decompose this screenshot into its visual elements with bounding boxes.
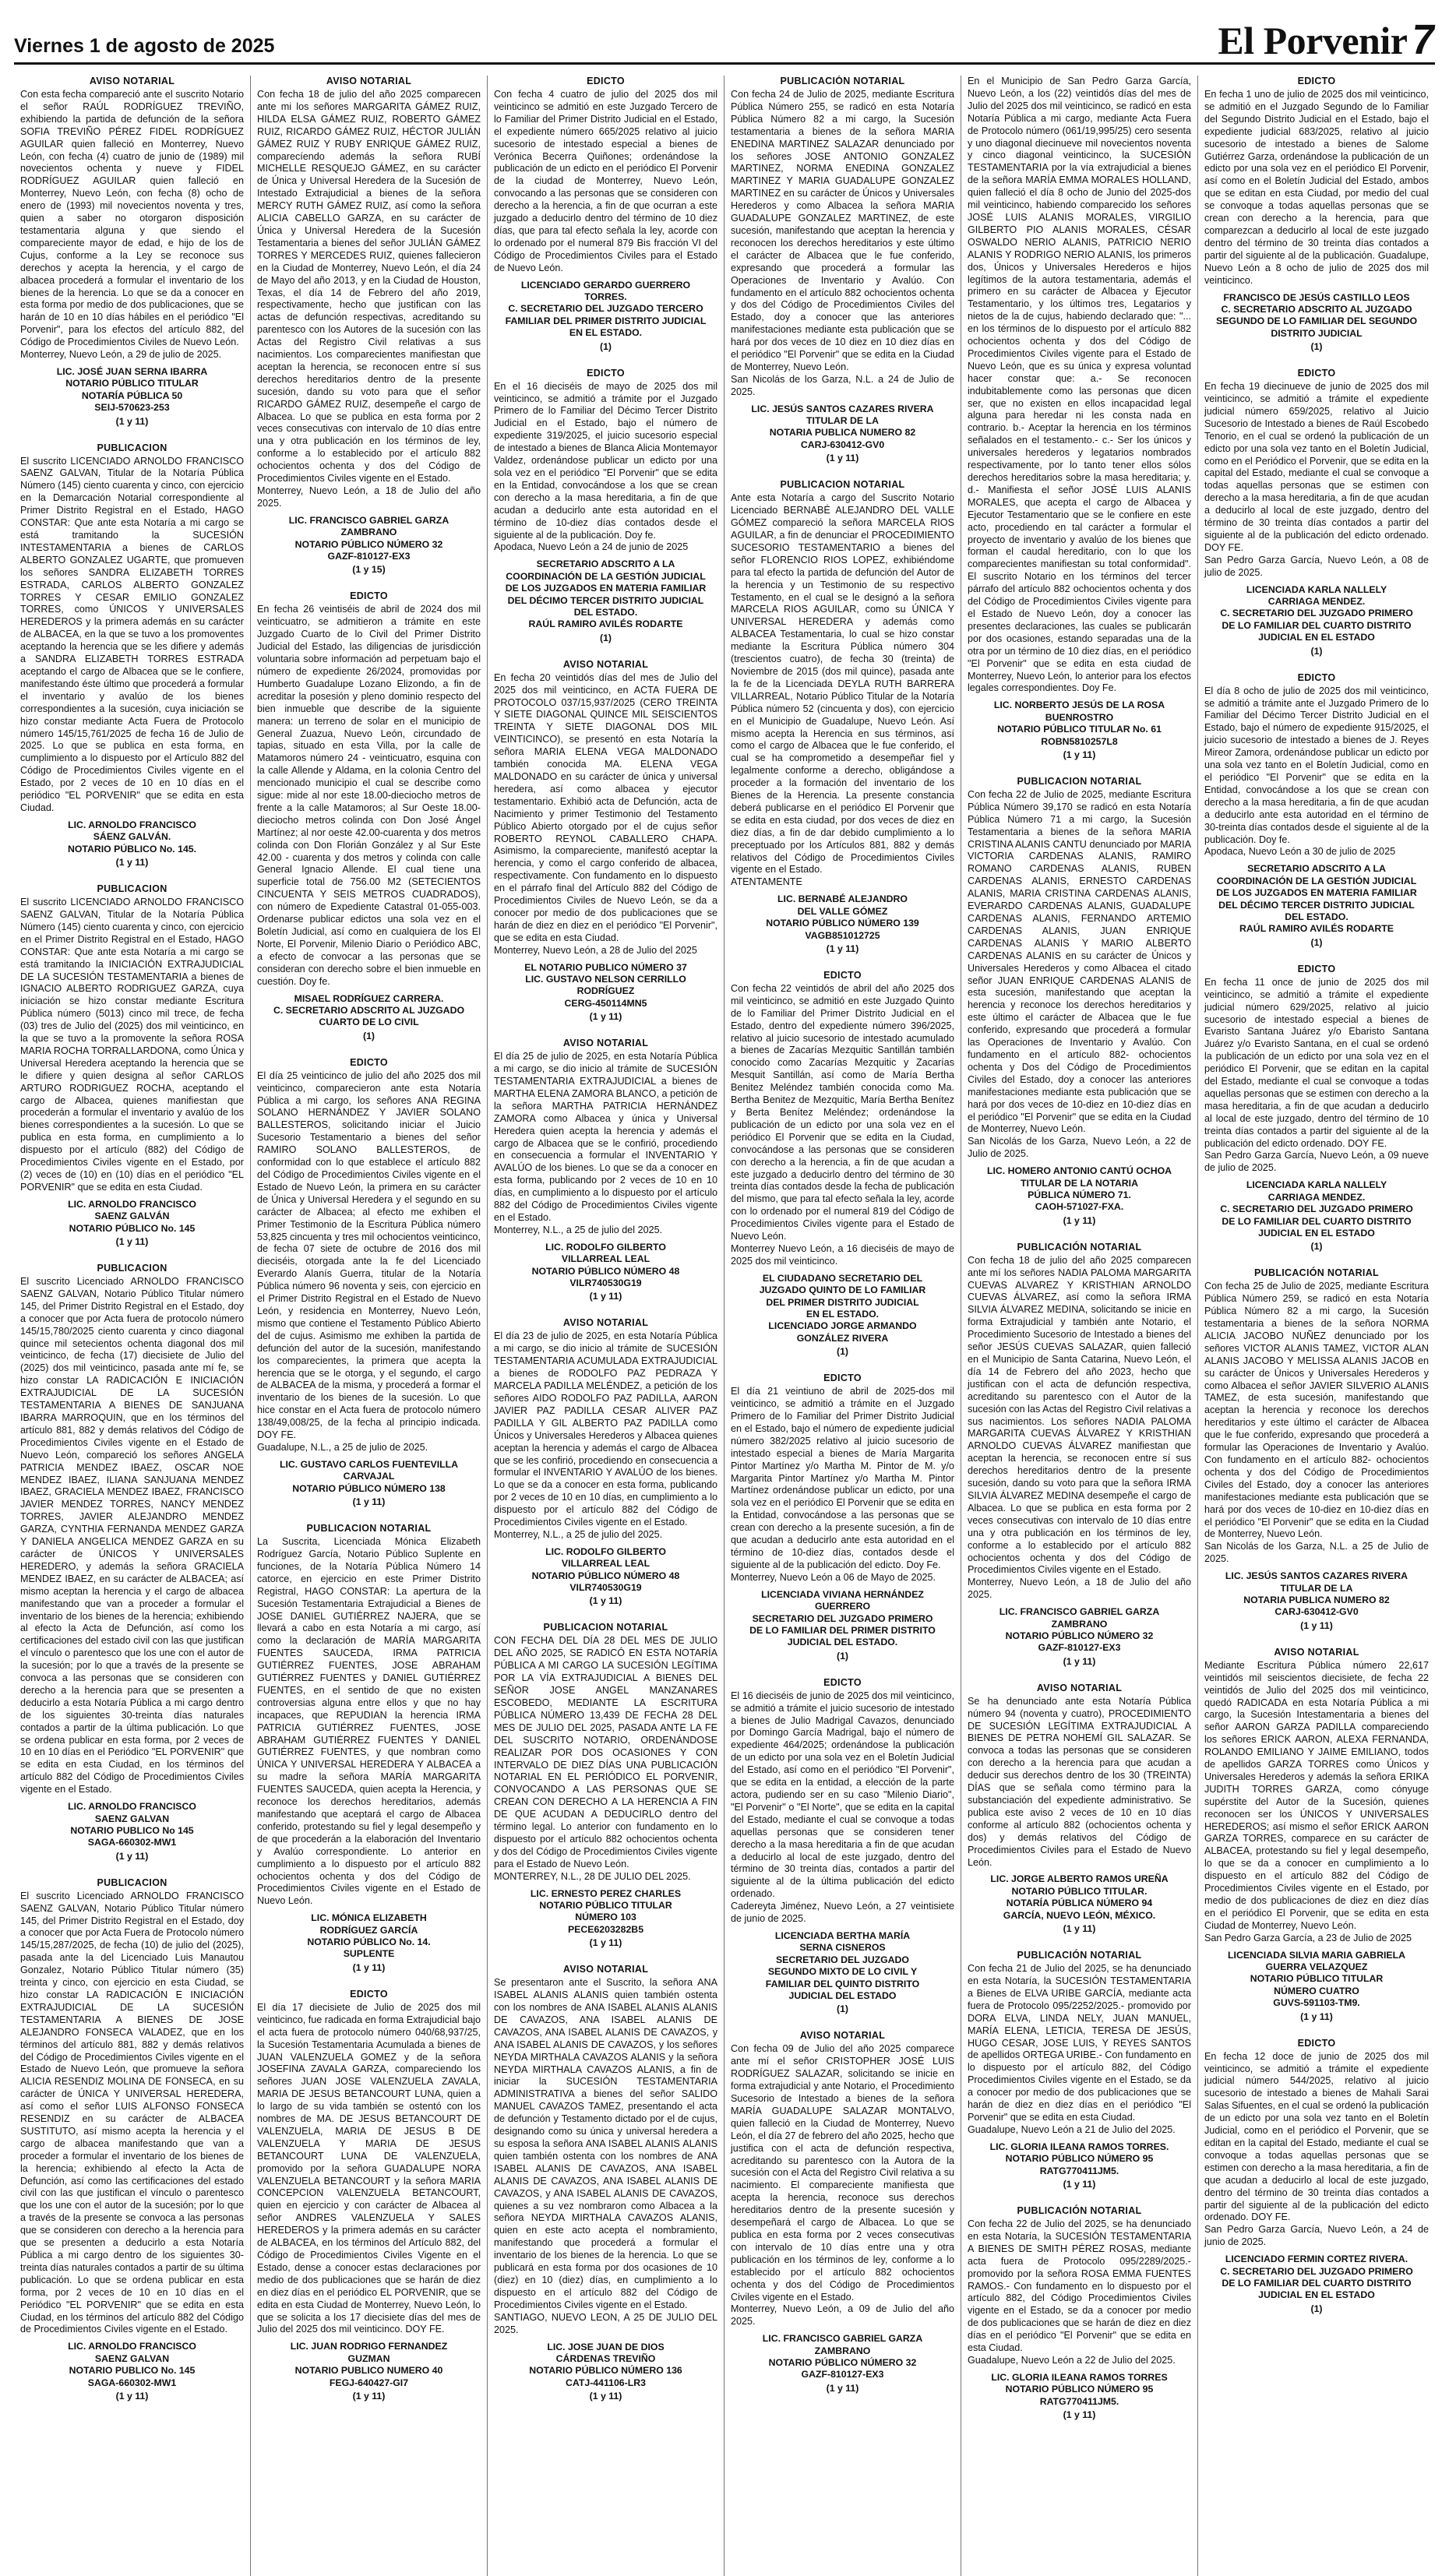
notice-publication-count: (1) [836,1650,849,1662]
notice-publication-count: (1) [836,1346,849,1358]
notice-body: En fecha 1 uno de julio de 2025 dos mil veinticinco, se admitió en el Juzgado Segundo de lo Familiar del Segundo Distrito Judicial en el Estado, bajo el expediente judicial 683/2025, relativo al juicio sucesorio de intestado a bienes de Salome Gutiérrez Garza, ordenándose la publicación de un edicto por una sola vez en el periódico El Porvenir, así como en el Boletín Judicial del Estado, ambos que se editan en esta Ciudad, por medio del cual se convoque a todas aquellas personas que se crean con derecho a la herencia, para que comparezcan a deducirlo al local de este juzgado dentro del término de 30 treinta días contados a partir del siguiente al de la publicación. Guadalupe, Nuevo León a 8 ocho de julio de 2025 dos mil veinticinco. [1204,89,1429,286]
notice-signature: LIC. JESÚS SANTOS CAZARES RIVERA TITULAR DE LA NOTARIA PUBLICA NUMERO 82 CARJ-630412-GV0 [1225,1570,1408,1618]
notice-body: Con fecha 18 de julio del año 2025 comparecen ante mi los señores MARGARITA GÁMEZ RUIZ, HILDA ELSA GÁMEZ RUIZ, ROBERTO GÁMEZ RUIZ, RICARDO GÁMEZ RUIZ, HÉCTOR JULIÁN GÁMEZ RUIZ Y RUBY ENRIQUE GÁMEZ RUIZ, comparecíendo además la señora RUBÍ MICHELLE RESQUEJO GÁMEZ, en su carácter de Única y Universal Heredera de la Sucesión de Intestado Extrajudicial a bienes de la señora MERCY RUTH GÁMEZ RUIZ, así como la señora ALICIA CABELLO GARZA, en su carácter de Única y Universal Heredera de la Sucesión Testamentaria a bienes del señor JULIÁN GÁMEZ TORRES Y MERCEDES RUIZ, quienes fallecieron en la Ciudad de Monterrey, Nuevo León, el día 24 de Mayo del año 2013, y en la Ciudad de Houston, Texas, el día 14 de Febrero del año 2019, respectivamente, hecho que justifican con las actas de defunción respectivas, acreditando su parentesco con los Autores de la sucesión con las Actas del Registro Civil relativas a sus nacimientos. Los comparecientes manifiestan que aceptan la herencia, se reconocen entre sí sus derechos hereditarios dentro de la presente sucesión, dando su voto para que el señor RICARDO GÁMEZ RUIZ, desempeñe el cargo de Albacea. Lo que se publica en esta forma por 2 veces consecutivas con intervalo de 10 días entre una y otra publicación en los términos de ley, conforme a lo establecido por el artículo 882 ochocientos ochenta y dos del Código de Procedimientos Civiles vigente en el Estado. Monterrey, Nuevo León, a 18 de Julio del año 2025. [257,89,481,509]
logo-text: El Porvenir [1218,19,1408,62]
notice-body: En fecha 19 diecinueve de junio de 2025 dos mil veinticinco, se admitió a trámite el expediente judicial número 659/2025, relativo al Juicio Sucesorio de Intestado a bienes de Raúl Escobedo Tenorio, en el cual se ordenó la publicación de un edicto por una sola vez tanto en el Boletín Judicial, como en el Periódico el Porvenir, que se edita en la capital del Estado, mediante el cual se convoque a todas aquellas personas que se estimen con derecho a la masa hereditaria, a fin de que acudan a deducirlo al local de este juzgado, dentro del término de 30 treinta días contados a partir del siguiente al de la publicación del edicto ordenado. DOY FE. San Pedro Garza García, Nuevo León, a 08 de julio de 2025. [1204,381,1429,578]
notice-publication-count: (1 y 11) [1063,1655,1096,1667]
notice-publication-count: (1 y 11) [826,2382,859,2394]
legal-notice [1204,964,1429,1253]
legal-notice [257,1989,481,2402]
notice-publication-count: (1 y 11) [826,453,859,464]
notice-signature: EL NOTARIO PUBLICO NÚMERO 37 LIC. GUSTAVO NELSON CERRILLO RODRÍGUEZ CERG-450114MN5 [524,961,687,1009]
logo-number: 7 [1408,16,1439,63]
legal-notice [494,659,717,1022]
notice-publication-count: (1 y 11) [589,1011,622,1023]
notice-publication-count: (1) [836,2003,849,2015]
notice-title: AVISO NOTARIAL [562,658,649,670]
notice-title: PUBLICACIÓN NOTARIAL [1254,1267,1379,1279]
notice-title: EDICTO [1297,368,1336,379]
legal-notice [20,76,244,427]
legal-notice [1204,368,1429,657]
notice-title: PUBLICACIÓN NOTARIAL [780,76,905,86]
notice-publication-count: (1 y 11) [1300,1619,1333,1631]
column-5 [961,76,1198,2576]
notice-signature: LIC. GUSTAVO CARLOS FUENTEVILLA CARVAJAL NOTARIO PÚBLICO NÚMERO 138 [279,1458,459,1494]
notice-body: Con fecha 4 cuatro de julio del 2025 dos mil veinticinco se admitió en este Juzgado Tercero de lo Familiar del Primer Distrito Judicial en el Estado, el expediente número 665/2025 relativo al juicio sucesorio de intestado especial a bienes de Verónica Becerra Quiñones; ordenándose la publicación de un edicto en el periódico El Porvenir de la ciudad de Monterrey, Nuevo León, convocando a las personas que se consideren con derecho a la herencia, a fin de que ocurran a este juzgado a deducirlo dentro del término de 10 diez días, que para tal efecto señala la ley, acorde con lo ordenado por el numeral 879 Bis fracción VI del Código de Procedimientos Civiles para el Estado de Nuevo León. [494,89,717,273]
notice-signature: LIC. FRANCISCO GABRIEL GARZA ZAMBRANO NOTARIO PÚBLICO NÚMERO 32 GAZF-810127-EX3 [762,2333,923,2380]
notice-title: AVISO NOTARIAL [1274,1646,1359,1658]
notice-signature: LIC. MÓNICA ELIZABETH RODRÍGUEZ GARCÍA NOTARIO PÚBLICO No. 14. SUPLENTE [307,1912,431,1960]
notice-signature: LIC. HOMERO ANTONIO CANTÚ OCHOA TITULAR DE LA NOTARIA PÚBLICA NÚMERO 71. CAOH-571027-FXA. [986,1165,1172,1213]
notice-body: En fecha 12 doce de junio de 2025 dos mil veinticinco, se admitió a trámite el expediente judicial número 544/2025, relativo al juicio sucesorio de intestado a bienes de Mahali Sarai Salas Sifuentes, en el cual se ordenó la publicación de un edicto por una sola vez tanto en el Boletín Judicial, como en el periódico el Porvenir, que se editan en la capital del Estado, mediante el cual se convoque a todas aquellas personas que se estimen con derecho a la masa hereditaria, a fin de que acudan a deducirlo al local de este juzgado, dentro del término de 30 treinta días contados a partir del siguiente al de la publicación del edicto ordenado. DOY FE. San Pedro Garza García, Nuevo León, a 24 de junio de 2025. [1204,2050,1429,2248]
notice-title: PUBLICACION NOTARIAL [1017,775,1142,787]
legal-notice [20,442,244,869]
notice-title: PUBLICACION NOTARIAL [306,1523,432,1535]
notice-signature: LICENCIADO FERMIN CORTEZ RIVERA. C. SECRETARIO DEL JUZGADO PRIMERO DE LO FAMILIAR DEL CUARTO DISTRITO JUDICIAL EN EL ESTADO [1220,2254,1413,2301]
notice-title: AVISO NOTARIAL [562,1038,649,1049]
notice-publication-count: (1 y 11) [115,415,149,427]
notice-body: Con fecha 25 de Julio de 2025, mediante Escritura Pública Número 259, se radicó en esta Notaría Pública Número 82 a mi cargo, la Sucesión testamentaria a bienes de la señora NORMA ALICIA JACOBO NUÑEZ denunciado por los señores VICTOR ALANIS TAMEZ, VICTOR ALAN ALANIS JACOBO Y MELISSA ALANIS JACOB en su carácter de Únicos y Universales Herederos y como Albacea el señor JAVIER SILVERIO ALANIS TAMEZ, de esta sucesión, manifestando que aceptan la herencia y reconoce los derechos hereditarios y este último el carácter de Albacea que le fue conferido, expresando que procederá a formular las Operaciones de Inventario y Avalúo. Con fundamento en el artículo 882- ochocientos ochenta y dos del Código de Procedimientos Civiles del Estado, doy a conocer las anteriores manifestaciones mediante esta publicación que se hará por dos veces de 10-diez en 10-diez días en el periódico "El Porvenir" que se edita en la Ciudad de Monterrey, Nuevo León. San Nicolás de los Garza, N.L. a 25 de Julio de 2025. [1204,1281,1429,1565]
notice-publication-count: (1 y 11) [1063,1214,1096,1226]
notice-title: EDICTO [350,590,388,602]
notice-title: PUBLICACIÓN NOTARIAL [1017,1241,1142,1253]
legal-notice [731,76,954,463]
notice-body: El día 17 diecisiete de Julio de 2025 dos mil veinticinco, fue radicada en forma Extrajudicial bajo el acta fuera de protocolo número 040/68,937/25, la Sucesión Testamentaria Acumulada a bienes de JUAN VALENZUELA GOMEZ y de la señora JOSEFINA ZAVALA GARZA, compareciendo los señores JUAN JOSE VALENZUELA ZAVALA, MARIA DE JESUS BETANCOURT LUNA, quien a lo largo de su vida también se ostentó con los nombres de MA. DE JESUS BETANCOURT DE VALENZUELA, MARIA DE JESUS B DE VALENZUELA Y MARIA DE JESUS BETANCOURT LUNA DE VALENZUELA, promovido por la señora GUADALUPE NORA VALENZUELA BETANCOURT y la señora MARIA CONCEPCION VALENZUELA BETANCOURT, quien en ejercicio y con carácter de Albacea al señor ANDRES VALENZUELA Y SALES HEREDEROS y la primera además en su carácter de ALBACEA, en los términos del Artículo 882, del Código de Procedimientos Civiles Vigente en el Estado, dense a conocer estas declaraciones por medio de dos publicaciones que se harán de diez en diez días en el periódico EL PORVENIR, que se edita en esta Ciudad de Monterrey, Nuevo León, lo que se solicita a los 17 diecisiete días del mes de Julio del 2025 dos mil veinticinco. DOY FE. [257,2001,481,2335]
notice-title: AVISO NOTARIAL [562,1317,649,1329]
notices-columns [14,76,1435,2576]
notice-body: Mediante Escritura Pública número 22,617 veintidós mil seiscientos diecisiete, de fecha 22 veintidós de Julio del 2025 dos mil veinticinco, quedó RADICADA en esta Notaría Pública a mi cargo, la Sucesión Intestamentaria a bienes del señor AARON GARZA PADILLA compareciendo los señores ERICK AARON, ALEXA FERNANDA, ROLANDO EMILIANO Y JAIME EMILIANO, todos de apellidos GARZA TORRES como Únicos y Universales Herederos y además la señora ERIKA JUDITH TORRES GARZA, como cónyuge supérstite del Autor de la Sucesión, quienes reconocen ser los ÚNICOS Y UNIVERSALES HEREDEROS; así mismo el señor ERICK AARON GARZA TORRES, comparece en su carácter de ALBACEA, protestando su fiel y legal desempeño, lo que se da a conocer en cumplimiento a lo dispuesto en el artículo 882 del Código de Procedimientos Civiles vigente en el Estado, por medio de dos publicaciones de diez en diez días en el periódico El Porvenir, que se edita en esta Ciudad de Monterrey, Nuevo León. San Pedro Garza García, a 23 de Julio de 2025 [1204,1659,1429,1943]
notice-publication-count: (1 y 11) [826,943,859,954]
legal-notice [731,1677,954,2015]
notice-signature: LIC. BERNABÉ ALEJANDRO DEL VALLE GÓMEZ NOTARIO PÚBLICO NÚMERO 139 VAGB851012725 [766,893,919,941]
notice-title: PUBLICACIÓN NOTARIAL [1017,1950,1142,1961]
notice-signature: LIC. JOSÉ JUAN SERNA IBARRA NOTARIO PÚBLICO TITULAR NOTARÍA PÚBLICA 50 SEIJ-570623-253 [56,365,208,414]
notice-signature: LICENCIADA KARLA NALLELY CARRIAGA MENDEZ. C. SECRETARIO DEL JUZGADO PRIMERO DE LO FAMILIAR DEL CUARTO DISTRITO JUDICIAL EN EL ESTADO [1220,1179,1413,1239]
column-1 [14,76,251,2576]
notice-publication-count: (1) [1310,2303,1323,2314]
notice-title: PUBLICACION [97,883,167,895]
notice-title: PUBLICACION NOTARIAL [780,479,905,491]
notice-body: Con fecha 18 de julio del año 2025 comparecen ante mí los señores NADIA PALOMA MARGARITA CUEVAS ALVAREZ Y KRISTHIAN ARNOLDO CUEVAS ÁLVAREZ, así como la señora IRMA SILVIA ÁLVAREZ MEDINA, solicitando se inicie en forma Extrajudicial y también ante Notario, el Procedimiento Sucesorio de Intestado a bienes del señor JESÚS CUEVAS SALAZAR, quien falleció en el Municipio de Santa Catarina, Nuevo León, el día 14 de Febrero del año 2023, hecho que justifican con el acta de defunción respectiva, acreditando su parentesco con el Autor de la sucesión con las Actas del Registro Civil relativas a sus nacimientos. Los señores NADIA PALOMA MARGARITA CUEVAS ÁLVAREZ Y KRISTHIAN ARNOLDO CUEVAS ÁLVAREZ manifiestan que aceptan la herencia, se reconocen entre sí sus derechos hereditarios dentro de la presente sucesión, dando su voto para que la señora IRMA SILVIA ÁLVAREZ MEDINA desempeñe el cargo de Albacea. Lo que se publica en esta forma por 2 veces consecutivas con intervalo de 10 días entre una y otra publicación en los términos de ley, conforme a lo establecido por el artículo 882 ochocientos ochenta y dos del Código de Procedimientos Civiles vigente en el Estado. Monterrey, Nuevo León, a 18 de Julio del año 2025. [968,1254,1191,1601]
legal-notice [968,1242,1191,1667]
notice-signature: LICENCIADA VIVIANA HERNÁNDEZ GUERRERO SECRETARIO DEL JUZGADO PRIMERO DE LO FAMILIAR DEL PRIMER DISTRITO JUDICIAL DEL ESTADO. [749,1588,936,1648]
notice-body: En el 16 dieciséis de mayo de 2025 dos mil veinticinco, se admitió a trámite por el Juzgado Primero de lo Familiar del Décimo Tercer Distrito Judicial en el Estado, bajo el número de expediente 319/2025, el juicio sucesorio especial de intestado a bienes de Blanca Alicia Montemayor Valdez, ordenándose publicar un edicto por una sola vez en el periódico "El Porvenir" que se edita en la Entidad, convocándose a los que se crean con derecho a la masa hereditaria, a fin de que acudan a deducirlo ante esta autoridad en el término de 10-diez días contados desde el siguiente al de la publicación. Doy fe. Apodaca, Nuevo León a 24 de junio de 2025 [494,380,717,553]
notice-publication-count: (1 y 11) [1063,2409,1096,2421]
notice-body: Con fecha 24 de Julio de 2025, mediante Escritura Pública Número 255, se radicó en esta Notaría Pública Número 82 a mi cargo, la Sucesión testamentaria a bienes de la señora MARIA ENEDINA MARTINEZ SALAZAR denunciado por los señores JOSE ANTONIO GONZALEZ MARTINEZ, NORMA ENEDINA GONZALEZ MARTINEZ Y MARIA GUADALUPE GONZALEZ MARTINEZ en su carácter de Únicos y Universales Herederos y como Albacea la señora MARIA GUADALUPE GONZALEZ MARTINEZ, de este sucesión, manifestando que aceptan la herencia y reconocen los derechos hereditarios y este último el carácter de Albacea que le fue conferido, expresando que procederá a formular las Operaciones de Inventario y Avalúo. Con fundamento en el artículo 882 ochocientos ochenta y dos del Código de Procedimientos Civiles del Estado, doy a conocer que las anteriores manifestaciones mediante esta publicación que se hará por dos veces de 10 diez en 10 diez días en el periódico "El Porvenir" que se edita en la Ciudad de Monterrey, Nuevo León. San Nicolás de los Garza, N.L. a 24 de Julio de 2025. [731,89,954,397]
notice-body: En fecha 11 once de junio de 2025 dos mil veinticinco, se admitió a trámite el expediente judicial número 629/2025, relativo al juicio sucesorio de intestado especial a bienes de Evaristo Santana Juárez y/o Ebaristo Santana Juárez y/o Evaristo Santana, en el cual se ordenó la publicación de un edicto por una sola vez en el periódico El Porvenir, que se editan en la capital del Estado, mediante el cual se convoque a todas aquellas personas que se estimen con derecho a la masa hereditaria, a fin de que acudan a deducirlo al local de este juzgado, dentro del término de 10 treinta días contados a partir del siguiente al de la publicación del edicto ordenado. DOY FE. San Pedro Garza García, Nuevo León, a 09 nueve de julio de 2025. [1204,976,1429,1174]
notice-body: El día 21 veintiuno de abril de 2025-dos mil veinticinco, se admitió a trámite en el Juzgado Primero de lo Familiar del Primer Distrito Judicial en el Estado, bajo el número de expediente judicial número 382/2025 relativo al juicio sucesorio de intestado especial a bienes de María Margarita Pintor Martínez y/o Martha M. Pintor de M. y/o Margarita Pintor Martínez y/o Martha M. Pintor Martínez ordenándose publicar un edicto, por una sola vez en el periódico El Porvenir que se edita en la Entidad, convocándose a las personas que se crean con derecho a la presente sucesión, a fin de que acudan a deducirlo ante esta autoridad en el término de 10-diez días, contados desde el siguiente al de la publicación del edicto. Doy Fe. Monterrey, Nuevo León a 06 de Mayo de 2025. [731,1386,954,1583]
notice-signature: LIC. JORGE ALBERTO RAMOS UREÑA NOTARIO PÚBLICO TITULAR. NOTARÍA PÚBLICA NÚMERO 94 GARCÍA, NUEVO LEÓN, MÉXICO. [990,1873,1169,1921]
notice-body: El suscrito LICENCIADO ARNOLDO FRANCISCO SAENZ GALVAN, Titular de la Notaría Pública Número (145) ciento cuarenta y cinco, con ejercicio en la Demarcación Notarial correspondiente al Primer Distrito Registral en el Estado, HAGO CONSTAR: Que ante esta Notaría a mi cargo se está tramitando la SUCESIÓN INTESTAMENTARIA a bienes de CARLOS ALBERTO GONZALEZ UGARTE, que promueven los señores SANDRA ELIZABETH TORRES ESTRADA, CARLOS ALBERTO GONZALEZ TORRES Y CESAR EMILIO GONZALEZ TORRES, como ÚNICOS Y UNIVERSALES HEREDEROS y la primera además en su carácter de ALBACEA, en la que se tuvo a los promoventes aceptando la herencia que se les difiere y además a SANDRA ELIZABETH TORRES ESTRADA aceptando el cargo de Albacea que se le confiere, manifestando éste último que procederá a formular el inventario y avalúo de los bienes correspondientes a la sucesión, cuya iniciación se hizo constar mediante Acta Fuera de Protocolo número 145/15,761/2025 de fecha 16 de Julio de 2025. Lo que se publica en esta forma, en cumplimiento a lo dispuesto por el Artículo 882 del Código de Procedimientos Civiles vigente en el Estado, por 2 veces de 10 en 10 días en el periódico "EL PORVENIR" que se edita en esta Ciudad. [20,455,244,813]
notice-publication-count: (1 y 11) [115,857,149,869]
notice-signature: LIC. JESÚS SANTOS CAZARES RIVERA TITULAR DE LA NOTARIA PUBLICA NUMERO 82 CARJ-630412-GV0 [751,403,934,450]
notice-body: Se presentaron ante el Suscrito, la señora ANA ISABEL ALANIS ALANIS quien también ostenta con los nombres de ANA ISABEL ALANIS ALANIS DE CAVAZOS, ANA ISABEL ALANIS DE CAVAZOS, ANA ISABEL ALANIS DE CAVAZOS, y ANA ISABEL ALANIS DE CAVAZOS, y los señores NEYDA MIRTHALA CAVAZOS ALANIS y la señora NEYDA MIRTHALA CAVAZOS ALANIS, a fin de iniciar la SUCESIÓN TESTAMENTARIA ADMINISTRATIVA a bienes del señor SALIDO MANUEL CAVAZOS TAMEZ, presentando el acta de defunción y Testamento dictado por el de cujus, designando como su única y universal heredera a su esposa la señora ANA ISABEL ALANIS ALANIS quien también ostenta con los nombres de ANA ISABEL ALANIS DE CAVAZOS, ANA ISABEL ALANIS DE CAVAZOS, ANA ISABEL ALANIS DE CAVAZOS, y ANA ISABEL ALANIS DE CAVAZOS, quienes a su vez nombraron como Albacea a la señora NEYDA MIRTHALA CAVAZOS ALANIS, quien en este acto acepta el nombramiento, manifestando que procederá a formular el inventario de los bienes de la herencia. Lo que se publicará en esta forma por dos ocasiones de 10 (diez) en 10 (diez) días, en cumplimiento a lo dispuesto en el artículo 882 del Código de Procedimientos Civiles vigente en el Estado. SANTIAGO, NUEVO LEON, A 25 DE JULIO DEL 2025. [494,1977,717,2335]
notice-body: El suscrito LICENCIADO ARNOLDO FRANCISCO SAENZ GALVAN, Titular de la Notaría Pública Número (145) ciento cuarenta y cinco, con ejercicio en el Primer Distrito Registral en el Estado, HAGO CONSTAR: Que ante esta Notaría a mi cargo se está tramitando la INICIACIÓN EXTRAJUDICIAL DE LA SUCESIÓN TESTAMENTARIA a bienes de IGNACIO ALBERTO RODRIGUEZ GARZA, cuya iniciación se hizo constar mediante Escritura Pública número (5013) cinco mil trece, de fecha (03) tres de Julio del (2025) dos mil veinticinco, en la que se tuvo a la promovente la señora ROSA MARIA ROCHA TORRALLARDONA, como Única y Universal Heredera aceptando la herencia que se le difiere y quien designa al señor CARLOS ARTURO RODRIGUEZ ROCHA, aceptando el cargo de Albacea, quienes manifiestan que procederán a formular el inventario y avalúo de los bienes correspondientes a la sucesión. Lo que se publica en esta forma, en cumplimiento a lo dispuesto por el artículo (882) del Código de Procedimientos Civiles vigente en el Estado, por (2) veces de (10) en (10) días en el periódico "EL PORVENIR" que se edita en esta Ciudad. [20,897,244,1193]
notice-publication-count: (1 y 11) [589,1595,622,1607]
notice-publication-count: (1 y 15) [352,564,386,576]
notice-signature: LIC. JUAN RODRIGO FERNANDEZ GUZMAN NOTARIO PUBLICO NUMERO 40 FEGJ-640427-GI7 [290,2341,448,2388]
legal-notice [494,368,717,643]
notice-title: PUBLICACION [97,1876,167,1888]
column-3 [488,76,724,2576]
notice-title: EDICTO [823,1676,862,1688]
notice-body: El 16 dieciséis de junio de 2025 dos mil veinticinco, se admitió a trámite el juicio sucesorio de intestado a bienes de Julio Madrigal Cavazos, denunciado por Domingo García Madrigal, bajo el número de expediente 464/2025; ordenándose la publicación de un edicto por una sola vez en el Boletín Judicial del Estado, así como en el periódico "El Porvenir", que se edita en la entidad, a elección de la parte actora, pudiendo ser en su caso "Milenio Diario", "El Porvenir" o "El Norte", que se edita en la capital del Estado, mediante el cual se convoque a todas aquellas personas que se consideren tener derecho a la masa hereditaria a fin de que acudan a deducirlo al local de este juzgado, dentro del término de 30 treinta días, contados a partir del siguiente al de la última publicación del edicto ordenado. Cadereyta Jiménez, Nuevo León, a 27 veintisiete de junio de 2025. [731,1690,954,1925]
notice-title: PUBLICACION NOTARIAL [543,1622,668,1633]
legal-notice [257,1057,481,1507]
legal-notice [1204,1647,1429,2022]
notice-publication-count: (1) [1310,936,1323,948]
notice-publication-count: (1 y 11) [1300,2010,1333,2022]
notice-signature: LIC. ARNOLDO FRANCISCO SÁENZ GALVÁN. NOTARIO PÚBLICO No. 145. [67,819,197,855]
notice-publication-count: (1 y 11) [589,1291,622,1302]
legal-notice [494,1622,717,1948]
notice-publication-count: (1 y 11) [115,2390,149,2402]
newspaper-logo [1218,16,1439,63]
notice-body: Con fecha 21 de Julio del 2025, se ha denunciado en esta Notaría, la SUCESIÓN TESTAMENTARIA a Bienes de ELVA URIBE GARCÍA, mediante acta fuera de Protocolo 095/2252/2025.- promovido por DORA ELVA, LINDA NELY, JUAN MANUEL, MARÍA ELENA, LETICIA, TERESA DE JESÚS, HUGO CESAR, JOSE LUIS, Y REYES SANTOS de apellidos ORTEGA URIBE.- Con fundamento en lo dispuesto por el artículo 882, del Código Procedimientos Civiles vigente en el Estado, se da a conocer por medio de dos publicaciones que se harán de diez en diez días en el periódico "El Porvenir" que se edita en esta Ciudad. Guadalupe, Nuevo León a 21 de Julio del 2025. [968,1963,1191,2135]
notice-title: EDICTO [587,367,625,379]
legal-notice [1204,672,1429,948]
notice-body: CON FECHA DEL DÍA 28 DEL MES DE JULIO DEL AÑO 2025, SE RADICÓ EN ESTA NOTARÍA PÚBLICA A MI CARGO LA SUCESIÓN LEGÍTIMA POR LA VÍA EXTRAJUDICIAL A BIENES DEL SEÑOR JOSE ANGEL MANZANARES ESCOBEDO, MEDIANTE LA ESCRITURA PÚBLICA NÚMERO 13,439 DE FECHA 28 DEL MES DE JULIO DEL 2025, PASADA ANTE LA FE DEL SUSCRITO NOTARIO, ORDENÁNDOSE REALIZAR POR DOS OCASIONES Y CON INTERVALO DE DIEZ DÍAS UNA PUBLICACIÓN NOTARIAL EN EL PERIÓDICO EL PORVENIR, CONVOCANDO A LAS PERSONAS QUE SE CREAN CON DERECHO A LA HERENCIA A FIN DE QUE ACUDAN A DEDUCIRLO dentro del término legal. Lo anterior con fundamento en lo dispuesto por el artículo 882 ochocientos ochenta y dos del Código de Procedimientos Civiles vigente para el Estado de Nuevo León. MONTERREY, N.L., 28 DE JULIO DEL 2025. [494,1635,717,1882]
notice-title: EDICTO [350,1988,388,2000]
notice-signature: LIC. RODOLFO GILBERTO VILLARREAL LEAL NOTARIO PÚBLICO NÚMERO 48 VILR740530G19 [531,1545,680,1594]
notice-signature: LIC. ERNESTO PEREZ CHARLES NOTARIO PÚBLICO TITULAR NÚMERO 103 PECE6203282B5 [530,1887,682,1935]
notice-body: Con fecha 09 de Julio del año 2025 comparece ante mí el señor CRISTOPHER JOSÉ LUIS RODRÍGUEZ SALAZAR, solicitando se inicie en forma extrajudicial y ante Notario, el Procedimiento Sucesorio de Intestado a bienes de la señora MARÍA GUADALUPE SALAZAR MONTALVO, quien falleció en la Ciudad de Monterrey, Nuevo León, el día 27 de febrero del año 2025, hecho que justifica con el acta de defunción respectiva, acreditando su parentesco con la Autora de la sucesión con el Acta del Registro Civil relativa a su nacimiento. El compareciente manifiesta que acepta la herencia, reconoce sus derechos hereditarios dentro de la presente sucesión y desempeñará el cargo de Albacea. Lo que se publica en esta forma por 2 veces consecutivas con intervalo de 10 días entre una y otra publicación en los términos de ley, conforme a lo establecido por el artículo 882 ochocientos ochenta y dos del Código de Procedimientos Civiles vigente en el Estado. Monterrey, Nuevo León, a 09 de Julio del año 2025. [731,2043,954,2328]
legal-notice [968,776,1191,1226]
notice-signature: SECRETARIO ADSCRITO A LA COORDINACIÓN DE LA GESTIÓN JUDICIAL DE LOS JUZGADOS EN MATERIA FAMILIAR DEL DÉCIMO TERCER DISTRITO JUDICIAL DEL ESTADO. RAÚL RAMIRO AVILÉS RODARTE [505,559,707,630]
notice-signature: EL CIUDADANO SECRETARIO DEL JUZGADO QUINTO DE LO FAMILIAR DEL PRIMER DISTRITO JUDICIAL EN EL ESTADO. LICENCIADO JORGE ARMANDO GONZÁLEZ RIVERA [759,1272,926,1344]
legal-notice [20,883,244,1247]
notice-title: PUBLICACIÓN NOTARIAL [1017,2204,1142,2216]
column-2 [251,76,488,2576]
notice-signature: LIC. RODOLFO GILBERTO VILLARREAL LEAL NOTARIO PÚBLICO NÚMERO 48 VILR740530G19 [531,1241,680,1289]
notice-publication-count: (1 y 11) [589,1937,622,1949]
notice-title: PUBLICACION [97,1263,167,1274]
legal-notice [731,1373,954,1662]
legal-notice [1204,1267,1429,1630]
notice-title: EDICTO [1297,76,1336,86]
notice-publication-count: (1 y 11) [1063,2178,1096,2190]
notice-signature: FRANCISCO DE JESÚS CASTILLO LEOS C. SECRETARIO ADSCRITO AL JUZGADO SEGUNDO DE LO FAMILIAR DEL SEGUNDO DISTRITO JUDICIAL [1215,291,1418,339]
notice-title: EDICTO [587,76,625,86]
notice-title: AVISO NOTARIAL [562,1964,649,1975]
legal-notice [1204,76,1429,352]
notice-body: Se ha denunciado ante esta Notaría Pública número 94 (noventa y cuatro), PROCEDIMIENTO DE SUCESIÓN LEGÍTIMA EXTRAJUDICIAL A BIENES DE PETRA NOHEMÍ GIL SALAZAR. Se convoca a todas las personas que se consideren con derecho a la herencia para que acudan a deducir sus derechos dentro de los 30 (TREINTA) DÍAS que se señala como término para la substanciación del expediente administrativo. Se publica este aviso 2 veces de 10 en 10 días conforme al artículo 882 (ochocientos ochenta y dos) y demás relativos del Código de Procedimientos Civiles para el Estado de Nuevo León. [968,1695,1191,1868]
legal-notice [257,1523,481,1973]
notice-body: Con fecha 22 de Julio del 2025, se ha denunciado en esta Notaría, la SUCESIÓN TESTAMENTARIA A BIENES DE SMITH PÉREZ ROSAS, mediante acta fuera de Protocolo 095/2289/2025.- promovido por la señora ROSA EMMA FUENTES RAMOS.- Con fundamento en lo dispuesto por el artículo 882, del Código Procedimientos Civiles vigente en el Estado, se da a conocer por medio de dos publicaciones que se harán de diez en diez días en el periódico "El Porvenir" que se edita en esta Ciudad. Guadalupe, Nuevo León a 22 de Julio del 2025. [968,2218,1191,2366]
legal-notice [20,1263,244,1862]
notice-publication-count: (1 y 11) [115,1236,149,1248]
notice-signature: LIC. JOSE JUAN DE DIOS CÁRDENAS TREVIÑO NOTARIO PÚBLICO NÚMERO 136 CATJ-441106-LR3 [529,2341,682,2388]
notice-signature: LIC. FRANCISCO GABRIEL GARZA ZAMBRANO NOTARIO PÚBLICO NÚMERO 32 GAZF-810127-EX3 [999,1606,1160,1654]
notice-body: La Suscrita, Licenciada Mónica Elizabeth Rodríguez García, Notario Público Suplente en funciones, de la Notaría Pública Número 14 catorce, en ejercicio en este Primer Distrito Registral, HAGO CONSTAR: La apertura de la Sucesión Testamentaria Extrajudicial a Bienes de JOSE DANIEL GUTIÉRREZ NAJERA, que se llevará a cabo en esta Notaría a mi cargo, así como la declaración de MARÍA MARGARITA FUENTES SAUCEDA, IRMA PATRICIA GUTIÉRREZ FUENTES, JOSE ABRAHAM GUTIÉRREZ FUENTES y DANIEL GUTIÉRREZ FUENTES, en el sentido de que no existen controversias alguna entre ellos y que no hay incapaces, que REPUDIAN la herencia IRMA PATRICIA GUTIÉRREZ FUENTES, JOSE ABRAHAM GUTIÉRREZ FUENTES Y DANIEL GUTIÉRREZ FUENTES, y que nombran como ÚNICA Y UNIVERSAL HEREDERA Y ALBACEA a su madre la señora MARÍA MARGARITA FUENTES SAUCEDA, quien acepta la Herencia, y reconoce los derechos hereditarios, además manifestando que aceptará el cargo de Albacea conferido, protestando su fiel y legal desempeño y de que procederán a la elaboración del Inventario y Avalúo correspondiente. Lo anterior en cumplimiento a lo dispuesto por el artículo 882 ochocientos ochenta y dos del Código de Procedimientos Civiles vigente en el Estado de Nuevo León. [257,1536,481,1907]
legal-notice [968,76,1191,760]
notice-signature: LIC. NORBERTO JESÚS DE LA ROSA BUENROSTRO NOTARIO PÚBLICO TITULAR No. 61 ROBN5810257L8 [993,700,1165,747]
notice-title: AVISO NOTARIAL [799,2030,886,2042]
legal-notice [494,1038,717,1302]
legal-notice [968,1950,1191,2190]
notice-signature: SECRETARIO ADSCRITO A LA COORDINACIÓN DE LA GESTIÓN JUDICIAL DE LOS JUZGADOS EN MATERIA FAMILIAR DEL DÉCIMO TERCER DISTRITO JUDICIAL DEL ESTADO. RAÚL RAMIRO AVILÉS RODARTE [1216,863,1417,935]
column-4 [724,76,961,2576]
legal-notice [494,1317,717,1606]
notice-body: Ante esta Notaría a cargo del Suscrito Notario Licenciado BERNABÉ ALEJANDRO DEL VALLE GÓMEZ compareció la señora MARCELA RIOS AGUILAR, a fin de denunciar el PROCEDIMIENTO SUCESORIO TESTAMENTARIO a bienes del señor FLORENCIO RIOS LOPEZ, exhibiéndome para tal efecto la partida de defunción del Autor de la herencia y un Testimonio de su respectivo Testamento, en el cual se le designó a la señora MARCELA RIOS AGUILAR, como su ÚNICA Y UNIVERSAL HEREDERA y además como ALBACEA Testamentaria, lo cual se hizo constar mediante la Escritura Pública número 304 (trescientos cuatro), de fecha 30 (treinta) de Noviembre de 2015 (dos mil quince), pasada ante la fe de la Licenciada DEYLA RUTH BARRERA VILLARREAL, Notario Público Titular de la Notaría Pública número 52 (cincuenta y dos), con ejercicio en el Municipio de Guadalupe, Nuevo León. Así mismo acepta la Herencia en sus términos, así como el cargo de Albacea que le fue conferido, el cual se ha comprometido a desempeñar fiel y legalmente conforme a derecho, obligándose a proceder a la formación del inventario de los Bienes de la Herencia. La presente constancia deberá publicarse en el periódico El Porvenir que se edita en esta ciudad, por dos veces de diez en diez días, a fin de dar debido cumplimiento a lo preceptuado por los Artículos 881, 882 y demás relativos del Código de Procedimientos Civiles vigente en el Estado. ATENTAMENTE [731,492,954,888]
notice-signature: LICENCIADO GERARDO GUERRERO TORRES. C. SECRETARIO DEL JUZGADO TERCERO FAMILIAR DEL PRIMER DISTRITO JUDICIAL EN EL ESTADO. [505,279,707,339]
notice-body: Con fecha 22 de Julio de 2025, mediante Escritura Pública Número 39,170 se radicó en esta Notaría Pública Número 71 a mi cargo, la Sucesión Testamentaria a bienes de la señora MARIA CRISTINA ALANIS CANTU denunciado por MARIA VICTORIA CARDENAS ALANIS, RAMIRO ROMANO CARDENAS ALANIS, RUBEN CARDENAS ALANIS, ERNESTO CARDENAS ALANIS, MARIA CRISTINA CARDENAS ALANIS, EVERARDO CARDENAS ALANIS, GUADALUPE CARDENAS ALANIS, FERNANDO ARTEMIO CARDENAS ALANIS, JUAN ENRIQUE CARDENAS ALANIS Y MARIO ALBERTO CARDENAS ALANIS en su carácter de Únicos y Universales Herederos y como Albacea el citado señor JUAN ENRIQUE CARDENAS ALANIS de esta sucesión, manifestando que aceptan la herencia y reconoce los derechos hereditarios y este último el carácter de Albacea que le fue conferido, expresando que procederá a formular las Operaciones de Inventario y Avalúo. Con fundamento en el artículo 882- ochocientos ochenta y Dos del Código de Procedimientos Civiles del Estado, doy a conocer las anteriores manifestaciones mediante esta publicación que se hará por dos veces de 10-diez en 10-diez días en el periódico "El Porvenir" que se edita en la Ciudad de Monterrey, Nuevo León. San Nicolás de los Garza, Nuevo León, a 22 de Julio de 2025. [968,788,1191,1160]
notice-title: EDICTO [823,1373,862,1384]
issue-date: Viernes 1 de agosto de 2025 [14,35,275,57]
legal-notice [494,1964,717,2402]
column-6 [1198,76,1435,2576]
legal-notice [968,1683,1191,1934]
legal-notice [968,2205,1191,2420]
notice-publication-count: (1) [1310,341,1323,353]
notice-body: En el Municipio de San Pedro Garza García, Nuevo León, a los (22) veintidós días del mes de Julio del 2025 dos mil veinticinco, se radicó en esta Notaría Pública a mi cargo, mediante Acta Fuera de Protocolo número (061/19,995/25) cero sesenta y uno diagonal diecinueve mil novecientos noventa y cinco diagonal veinticinco, la SUCESIÓN TESTAMENTARIA por la vía extrajudicial a bienes de la señora MARÍA EMMA MORALES HOLLAND, quien falleció el día 8 ocho de Junio del 2025-dos mil veinticinco, habiendo comparecido los señores JOSÉ LUIS ALANIS MORALES, VIRGILIO GILBERTO PIO ALANIS MORALES, CÉSAR OSWALDO NERIO ALANIS, PATRICIO NERIO ALANIS Y RODRIGO NERIO ALANIS, los primeros dos, Únicos y Universales Herederos e hijos legítimos de la autora testamentaria, además el primero en su carácter de Albacea y Ejecutor Testamentario, y los últimos tres, Legatarios y nietos de la de cujus, habiendo declarado que: "... en los términos de lo dispuesto por el artículo 882 ochocientos ochenta y dos del Código de Procedimientos Civiles vigente para el Estado de Nuevo León, que es su única y expresa voluntad hacer constar que: a.- Se reconocen indubitablemente como las personas que dicen ser, que no existen en ellos incapacidad legal alguna para heredar ni les consta nada en contrario. b.- Aceptar la herencia en los términos señalados en el testamento.- c.- Ser los únicos y universales herederos y legatarios nombrados respectivamente, por lo tanto tener ellos sólos derechos hereditarios sobre la masa hereditaria; y. d.- Manifiesta el señor JOSÉ LUIS ALANIS MORALES, que acepta el cargo de Albacea y Ejecutor Testamentario que se le confiere en este acto, procediendo en tal carácter a formular el proyecto de inventario y avalúo de los bienes que forman el caudal hereditario, con lo que los comparecientes manifiestan su total conformidad". El suscrito Notario en los términos del tercer párrafo del artículo 882 ochocientos ochenta y dos del Código de Procedimientos Civiles vigente para el Estado de Nuevo León, doy a conocer las presentes declaraciones, las cuales se publicarán por dos ocasiones, estando separadas una de la otra por un término de 10 diez días, en el periódico "El Porvenir" que se edita en esta ciudad de Monterrey, Nuevo León, lo anterior para los efectos legales correspondientes. Doy Fe. [968,76,1191,694]
notice-publication-count: (1) [1310,645,1323,657]
notice-body: Con esta fecha compareció ante el suscrito Notario el señor RAÚL RODRÍGUEZ TREVIÑO, exhibiendo la partida de defunción de la señora SOFIA TREVIÑO PÉREZ FIDEL RODRÍGUEZ AGUILAR quien falleció en Monterrey, Nuevo León, con fecha (4) cuatro de junio de (1989) mil novecientos ochenta y nueve y FIDEL RODRÍGUEZ AGUILAR quien falleció en Monterrey, Nuevo León, con fecha (8) ocho de enero de (1993) mil novecientos noventa y tres, quien a saber no otorgaron disposición testamentaria alguna y que siendo el compareciente mayor de edad, e hijo de los de Cujus, conforme a la Ley se reconoce sus derechos y acepta la herencia, y el cargo de albacea procederá a formular el inventario de los bienes de la herencia. Lo que se da a conocer en esta forma por medio de dos publicaciones, que se harán de 10 en 10 días hábiles en el periódico "El Porvenir", para los efectos del artículo 882, del Código de Procedimientos Civiles de Nuevo León. Monterrey, Nuevo León, a 29 de julio de 2025. [20,89,244,361]
notice-signature: LIC. ARNOLDO FRANCISCO SAENZ GALVAN NOTARIO PUBLICO No. 145 SAGA-660302-MW1 [68,2341,196,2388]
notice-body: Con fecha 22 veintidós de abril del año 2025 dos mil veinticinco, se admitió en este Juzgado Quinto de lo Familiar del Primer Distrito Judicial en el Estado, dentro del expediente número 396/2025, relativo al juicio sucesorio de intestado acumulado a bienes de Zacarías Mezquitic Santillán también conocido como Zacarías Mezquitic y Zacarías Mesquit Santillán, así como de María Bertha Benitez Meléndez también conocida como Ma. Bertha Benitez de Mezquitic, María Bertha Benítez y Berta Benítez Meléndez; ordenándose la publicación de un edicto por una sola vez en el periódico El Porvenir que se edita en la Ciudad, convocándose a las personas que se consideren con derecho a la herencia, a fin de que acudan a este juzgado a deducirlo dentro del término de 30 treinta días contados desde la fecha de publicación del mismo, que para tal efecto señala la ley, acorde con lo ordenado por el numeral 819 del Código de Procedimientos Civiles vigente para el Estado de Nuevo León. Monterrey Nuevo León, a 16 dieciséis de mayo de 2025 dos mil veinticinco. [731,982,954,1267]
notice-title: AVISO NOTARIAL [326,76,412,86]
notice-publication-count: (1) [599,632,612,643]
notice-body: El día 23 de julio de 2025, en esta Notaría Pública a mi cargo, se dio inicio al trámite de SUCESIÓN TESTAMENTARIA ACUMULADA EXTRAJUDICIAL a bienes de RODOLFO PAZ PEDRAZA Y MARCELA PADILLA MELÉNDEZ, a petición de los señores AIDO RODOLFO PAZ PADILLA, AARON JAVIER PAZ PADILLA CESAR ALIVER PAZ PADILLA Y GIL ALBERTO PAZ PADILLA como Únicos y Universales Herederos y Albacea quienes aceptan la herencia y además el cargo de Albacea que se les confirió, procediendo en consecuencia a formular el INVENTARIO Y AVALÚO de los bienes. Lo que se da a conocer en esta forma, publicando por 2 veces de 10 en 10 días, en cumplimiento a lo dispuesto por el artículo 882 del Código de Procedimientos Civiles vigente en el Estado. Monterrey, N.L., a 25 de julio del 2025. [494,1330,717,1540]
notice-publication-count: (1) [599,340,612,352]
notice-title: PUBLICACION [97,442,167,453]
notice-publication-count: (1) [1310,1241,1323,1253]
notice-signature: LIC. FRANCISCO GABRIEL GARZA ZAMBRANO NOTARIO PÚBLICO NÚMERO 32 GAZF-810127-EX3 [288,514,450,562]
notice-body: El día 25 de julio de 2025, en esta Notaría Pública a mi cargo, se dio inicio al trámite de SUCESIÓN TESTAMENTARIA EXTRAJUDICIAL a bienes de MARTHA ELENA ZAMORA BLANCO, a petición de la señora MARTHA PATRICIA HERNÁNDEZ ZAMORA como Albacea y única y Universal Heredera quien acepta la herencia y además el cargo de Albacea que se le confirió, procediendo en consecuencia a formular el INVENTARIO Y AVALÚO de los bienes. Lo que se da a conocer en esta forma, publicando por 2 veces de 10 en 10 días, en cumplimiento a lo dispuesto por el artículo 882 del Código de Procedimientos Civiles vigente en el Estado. Monterrey, N.L., a 25 de julio del 2025. [494,1051,717,1235]
notice-signature: LICENCIADA SILVIA MARIA GABRIELA GUERRA VELAZQUEZ NOTARIO PÚBLICO TITULAR NÚMERO CUATRO GUVS-591103-TM9. [1228,1949,1405,2009]
notice-body: El día 25 veinticinco de julio del año 2025 dos mil veinticinco, comparecieron ante esta Notaría Pública a mi cargo, los señores ANA REGINA SOLANO HERNÁNDEZ Y JAVIER SOLANO BALLESTEROS, solicitando iniciar el Juicio Sucesorio Testamentario a bienes del señor RAMIRO SOLANO BALLESTEROS, de conformidad con lo que establece el artículo 882 del Código de Procedimientos Civiles vigente en el Estado de Nuevo León, la primera en su carácter de Única y Universal Heredera y el segundo en su carácter de Albacea; al efecto me exhiben el Primer Testimonio de la Escritura Pública número 53,825 cincuenta y tres mil ochocientos veinticinco, de fecha 07 siete de octubre de 2016 dos mil dieciséis, otorgada ante la fe del Licenciado Everardo Alanís Guerra, titular de la Notaría Pública número 96 noventa y seis, con ejercicio en el Primer Distrito Registral en el Estado de Nuevo León, y residencia en Monterrey, Nuevo León, mismo que contiene el Testamento Público Abierto del de cujus. Asimismo me exhiben la partida de defunción del autor de la sucesión, manifestando los comparecientes, la primera que acepta la herencia que se le otorga, y el segundo, el cargo de ALBACEA de la misma, y procederá a formar el inventario de los bienes de la sucesión. Lo que hice constar en el Acta fuera de protocolo número 138/49,008/25, de la fecha al principio indicada. DOY FE. Guadalupe, N.L., a 25 de julio de 2025. [257,1070,481,1453]
notice-body: El día 8 ocho de julio de 2025 dos mil veinticinco, se admitió a trámite ante el Juzgado Primero de lo Familiar del Décimo Tercer Distrito Judicial en el Estado, bajo el número de expediente 915/2025, el juicio sucesorio de intestado a bienes de J. Reyes Mireor Zamora, ordenándose publicar un edicto por una sola vez tanto en el Boletín Judicial, como en el periódico "El Porvenir" que se edita en la Entidad, convocándose a los que se crean con derecho a la masa hereditaria, a fin de que acudan a deducirlo ante esta autoridad en el término de 30-treinta días contados desde el siguiente al de la publicación. Doy fe. Apodaca, Nuevo León a 30 de julio de 2025 [1204,685,1429,858]
notice-publication-count: (1 y 11) [1063,1923,1096,1935]
legal-notice [1204,2038,1429,2314]
notice-signature: LICENCIADA BERTHA MARÍA SERNA CISNEROS SECRETARIO DEL JUZGADO SEGUNDO MIXTO DE LO CIVIL Y FAMILIAR DEL QUINTO DISTRITO JUDICIAL DEL ESTADO [765,1929,920,2001]
legal-notice [494,76,717,352]
notice-publication-count: (1) [362,1030,375,1041]
notice-signature: LIC. GLORIA ILEANA RAMOS TORRES. NOTARIO PÚBLICO NÚMERO 95 RATG770411JM5. [989,2141,1169,2176]
notice-signature: LICENCIADA KARLA NALLELY CARRIAGA MENDEZ. C. SECRETARIO DEL JUZGADO PRIMERO DE LO FAMILIAR DEL CUARTO DISTRITO JUDICIAL EN EL ESTADO [1220,583,1413,643]
notice-title: EDICTO [1297,671,1336,683]
legal-notice [731,970,954,1357]
notice-title: AVISO NOTARIAL [89,76,175,86]
notice-signature: LIC. GLORIA ILEANA RAMOS TORRES NOTARIO PÚBLICO NÚMERO 95 RATG770411JM5. [991,2371,1168,2407]
notice-body: El suscrito Licenciado ARNOLDO FRANCISCO SAENZ GALVAN, Notario Público Titular número 145, del Primer Distrito Registral en el Estado, doy a conocer que por Acta Fuera de Protocolo número 145/15,287/2025, de fecha (10) de julio del (2025), pasada ante la del Licenciado Luis Manautou Gonzalez, Notario Público Titular número (35) treinta y cinco, con ejercicio en esta Ciudad, se hizo constar LA RADICACIÓN E INICIACIÓN EXTRAJUDICIAL DE LA SUCESIÓN TESTAMENTARIA A BIENES DE JOSE ALEJANDRO FONSECA VALADEZ, que en los términos del artículo 881, 882 y demás relativos del Código de Procedimientos Civiles vigente en el Estado de Nuevo León, que promueve la señora ALICIA RESENDIZ MOLINA DE FONSECA, en su carácter de ÚNICA Y UNIVERSAL HEREDERA, así como el señor LUIS ALFONSO FONSECA RESENDIZ en su carácter de ALBACEA SUSTITUTO, así mismo acepta la herencia y el cargo de albacea manifestando que van a proceder a formular el inventario de los bienes de la herencia; exhibiendo al efecto la Acta de Defunción, así como las certificaciones del estado civil con las que justifican el vínculo o parentesco que los une con el autor de la sucesión; por lo que a través de la presente se convoca a las personas que se consideren con derecho a la herencia para que se presenten a deducirlo a esta Notaría Pública a mi cargo dentro de los siguientes 30-treinta días naturales contados a partir de su última publicación. Lo que se ordena publicar en esta forma, por 2 veces de 10 en 10 días en el Periódico "EL PORVENIR" que se edita en esta Ciudad, en los términos del artículo 882 del Código de Procedimientos Civiles vigente en el Estado. [20,1890,244,2335]
legal-notice [257,590,481,1041]
notice-title: EDICTO [1297,2037,1336,2049]
notice-signature: LIC. ARNOLDO FRANCISCO SAENZ GALVÁN NOTARIO PÚBLICO No. 145 [68,1198,196,1234]
notice-title: AVISO NOTARIAL [1036,1682,1123,1693]
masthead [14,11,1439,65]
notice-publication-count: (1 y 11) [1063,749,1096,760]
notice-body: El suscrito Licenciado ARNOLDO FRANCISCO SAENZ GALVAN, Notario Público Titular número 145, del Primer Distrito Registral en el Estado, doy a conocer que por Acta fuera de protocolo número 145/15,780/2025 ciento cuarenta y cinco diagonal quince mil setecientos ochenta diagonal dos mil veinticinco, de fecha (17) diecisiete de Julio del (2025) dos mil veinticinco, pasada ante mí fe, se hizo constar LA RADICACIÓN E INICIACIÓN EXTRAJUDICIAL DE LA SUCESIÓN TESTAMENTARIA A BIENES DE SANJUANA IBARRA MARROQUIN, que en los términos del artículo 881, 882 y demás relativos del Código de Procedimientos Civiles vigente en el Estado de Nuevo León, compareció los señores ANGELA PATRICIA MENDEZ IBAEZ, OSCAR NOE MENDEZ IBAEZ, ILIANA SANJUANA MENDEZ IBAEZ, GRACIELA MENDEZ IBAEZ, FRANCISCO JAVIER MENDEZ TORRES, NANCY MENDEZ TORRES, JAVIER ALEJANDRO MENDEZ GARZA, CYNTHIA FERNANDA MENDEZ GARZA Y DANIELA ANGELICA MENDEZ GARZA en su carácter de ÚNICOS Y UNIVERSALES HEREDERO, y además la señora GRACIELA MENDEZ IBAEZ, en su carácter de ALBACEA; así mismo aceptan la herencia y el cargo de albacea manifestando que van a proceder a formular el inventario de los bienes de la herencia; exhibiendo al efecto la Acta de Defunción, así como los certificaciones del estado civil con las que justifican el vínculo o parentesco que los une con el autor de la sucesión; por lo que a través de la presente se convoca a las personas que se consideren con derecho a la herencia para que se presenten a deducirlo a esta Notaría Pública a mi cargo dentro de los siguientes 30-treinta días naturales contados a partir de la última publicación. Lo que se ordena publicar en esta forma, por 2 veces de 10 en 10 días en el Periódico "EL PORVENIR" que se edita en esta Ciudad, en los términos del artículo 882 del Código de Procedimientos Civiles vigente en el Estado. [20,1276,244,1795]
notice-publication-count: (1 y 11) [352,1496,386,1508]
notice-title: EDICTO [1297,963,1336,974]
notice-publication-count: (1 y 11) [115,1850,149,1862]
notice-body: En fecha 26 veintiséis de abril de 2024 dos mil veinticuatro, se admitieron a trámite en este Juzgado Cuarto de lo Civil del Primer Distrito Judicial del Estado, las diligencias de jurisdicción voluntaria sobre información ad perpetuam bajo el número de expediente 26/2024, promovidas por Humberto Guadalupe Lozano Elizondo, a fin de acreditar la posesión y pleno dominio respecto del bien inmueble que describe de la siguiente manera: un terreno de solar en el municipio de General Zuazua, Nuevo León, circundado de tapias, situado en esta Villa, por la calle de Matamoros número 24 - veinticuatro, esquina con la calle Allende y Aldama, en la colonia Centro del mencionado municipio el cual se describe como sigue: mide al nor este 18.00-dieciocho metros de frente a la calle Matamoros; al Sur Oeste 18.00-dieciocho metros colinda con Don José Ángel Martínez; al nor oeste 42.00-cuarenta y dos metros colinda con Don Florián González y al Sur Este 42.00 - cuarenta y dos metros y colinda con calle General Ignacio Allende. El cual tiene una superficie total de 756.00 M2 (SETECIENTOS CINCUENTA Y SEIS METROS CUADRADOS), con número de Expediente Catastral 01-055-003. Ordenarse publicar edictos una sola vez en el Boletín Judicial, así como en cualquiera de los El Norte, El Porvenir, Milenio Diario o Periódico ABC, a efecto de convocar a las personas que se consideran con derecho sobre el bien inmueble en cuestión. Doy fe. [257,604,481,987]
legal-notice [257,76,481,575]
legal-notice [731,479,954,954]
notice-signature: LIC. ARNOLDO FRANCISCO SAENZ GALVAN NOTARIO PUBLICO No 145 SAGA-660302-MW1 [68,1801,196,1848]
legal-notice [731,2030,954,2393]
notice-publication-count: (1 y 11) [589,2391,622,2402]
legal-notice [20,1877,244,2402]
notice-body: En fecha 20 veintidós días del mes de Julio del 2025 dos mil veinticinco, en ACTA FUERA DE PROTOCOLO 037/15,937/2025 (CERO TREINTA Y SIETE DIAGONAL QUINCE MIL SEISCIENTOS TREINTA Y SIETE DIAGONAL DOS MIL VEINTICINCO), se presentó en esta Notaría la señora MARIA ELENA VEGA MALDONADO también conocida MA. ELENA VEGA MALDONADO en su carácter de única y universal heredera, así como albacea y ejecutor testamentario. Exhibió acta de Defunción, acta de Nacimiento y primer Testimonio del Testamento Público Abierto otorgado por el de cujus señor ROBERTO REYNOL CABALLERO CHAPA. Asimismo, la compareciente, manifestó aceptar la herencia, y como el cargo conferido de albacea, respectivamente. Con fundamento en lo dispuesto en el párrafo final del Artículo 882 del Código de Procedimientos Civiles de Nuevo León, se da a conocer por medio de dos publicaciones que se harán de diez en diez en el periódico "El Porvenir", que se edita en esta Ciudad. Monterrey, Nuevo León, a 28 de Julio del 2025 [494,671,717,956]
notice-publication-count: (1 y 11) [352,1961,386,1973]
notice-title: EDICTO [823,969,862,981]
notice-publication-count: (1 y 11) [352,2390,386,2402]
notice-title: EDICTO [350,1056,388,1068]
notice-signature: MISAEL RODRÍGUEZ CARRERA. C. SECRETARIO ADSCRITO AL JUZGADO CUARTO DE LO CIVIL [273,992,465,1028]
